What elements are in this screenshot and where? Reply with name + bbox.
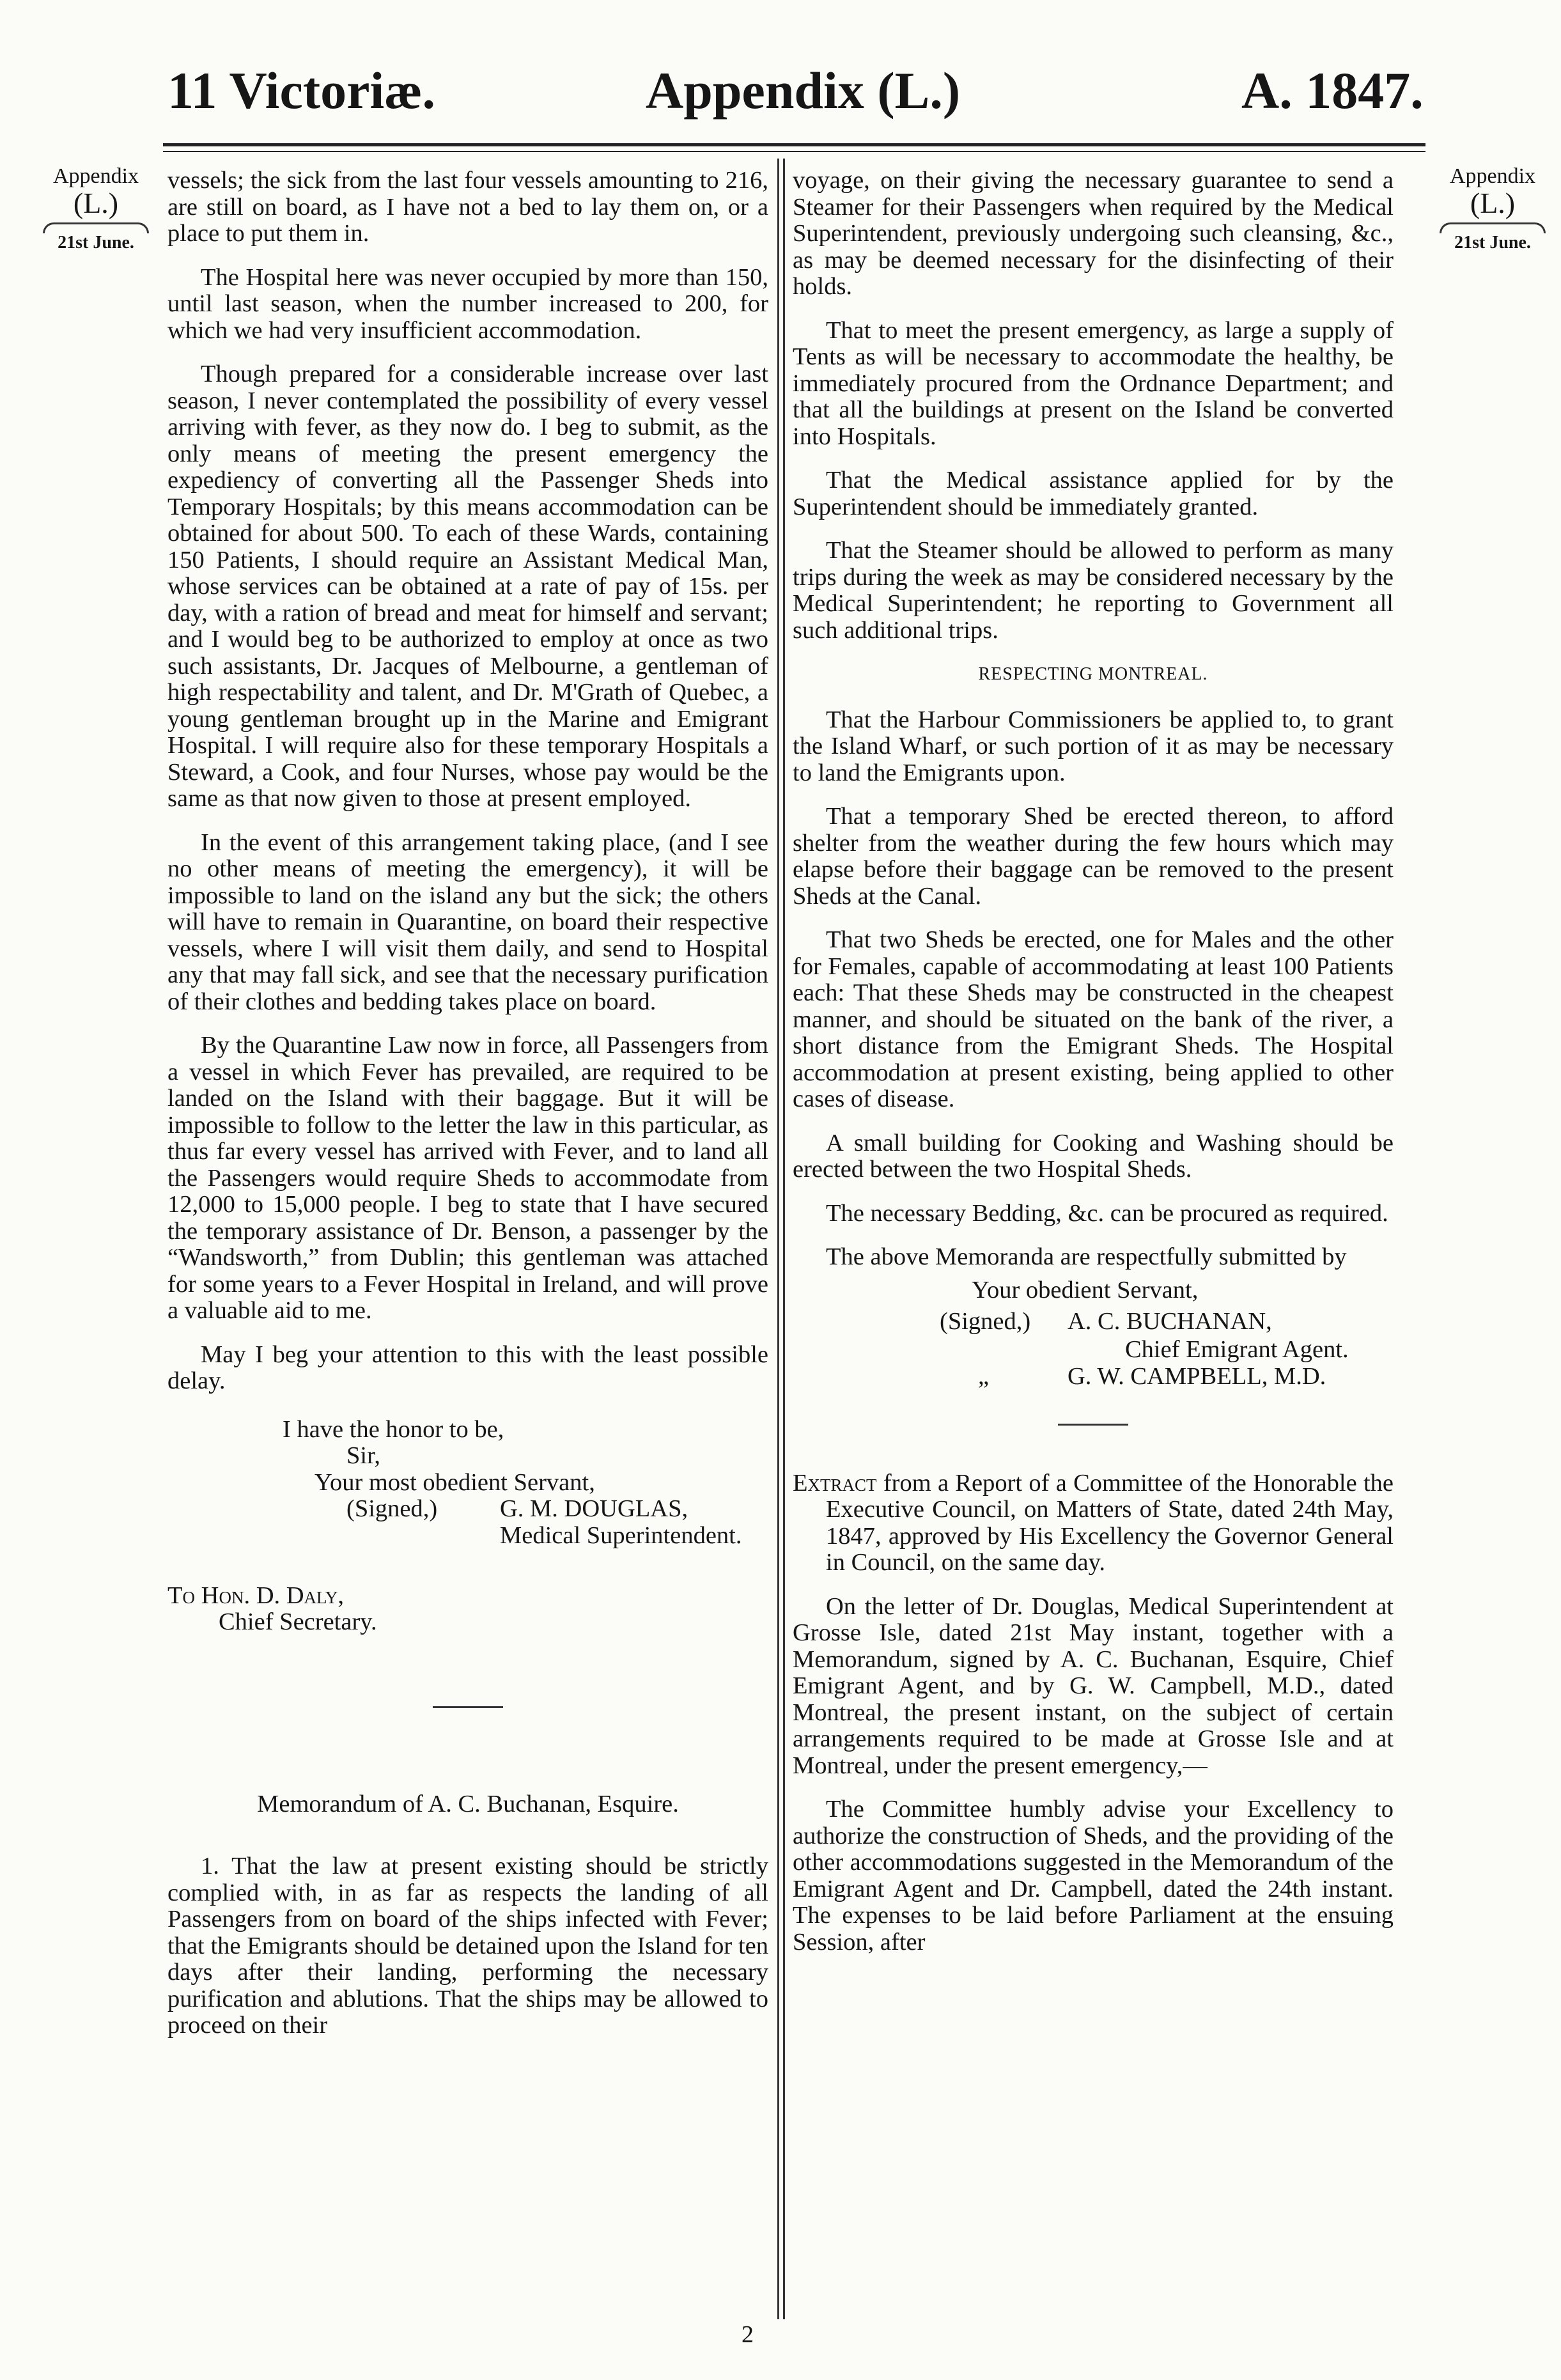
paragraph: 1. That the law at present existing should be strictly complied with, in as far as respects the landing of all Passengers from on board of the ships infected with Fever; that the Emigrants should be detained upon the Island for ten days after their landing, performing the necessary purification and ablutions. That the ships may be allowed to proceed on their <box>167 1853 768 2039</box>
paragraph: On the letter of Dr. Douglas, Medical Superintendent at Grosse Isle, dated 21st May instant, together with a Memorandum, signed by A. C. Buchanan, Esquire, Chief Emigrant Agent, and by G. W. Campbell, M.D., dated Montreal, the present instant, on the subject of certain arrangements required to be made at Grosse Isle and at Montreal, under the present emergency,— <box>793 1592 1394 1779</box>
paragraph: That the Harbour Commissioners be applied to, to grant the Island Wharf, or such portion of it as may be necessary to land the Emigrants upon. <box>793 706 1394 786</box>
addressee-line: Chief Secretary. <box>219 1608 377 1635</box>
margin-date: 21st June. <box>58 232 134 253</box>
paragraph: That the Steamer should be allowed to perform as many trips during the week as may be considered necessary by the Medical Superintendent; he reporting to Government all such additional trips. <box>793 537 1394 644</box>
extract-lead: Extract <box>793 1469 877 1497</box>
margin-note-right <box>1429 165 1557 252</box>
paragraph: In the event of this arrangement taking place, (and I see no other means of meeting the emergency), it will be impossible to land on the island any but the sick; the others will have to remain in Quarantine, on board their respective vessels, where I will visit them daily, and send to Hospital any that may fall sick, and see that the necessary purification of their clothes and bedding takes place on board. <box>167 828 768 1015</box>
closing-line: I have the honor to be, <box>283 1415 504 1443</box>
addressee-line: To Hon. D. Daly, <box>167 1582 344 1609</box>
ditto-mark: „ <box>978 1362 990 1390</box>
header-center: Appendix (L.) <box>646 61 961 120</box>
paragraph: That the Medical assistance applied for by the Superintendent should be immediately granted. <box>793 467 1394 520</box>
memo-signature <box>793 1277 1394 1392</box>
header-rule-thick <box>163 143 1425 146</box>
paragraph: The above Memoranda are respectfully submitted by <box>826 1243 1347 1270</box>
signed-label: (Signed,) <box>346 1495 438 1522</box>
header-right: A. 1847. <box>1241 61 1424 120</box>
extract-heading <box>793 1470 1394 1576</box>
paragraph: The necessary Bedding, &c. can be procured as required. <box>826 1199 1388 1227</box>
header-left: 11 Victoriæ. <box>167 61 436 120</box>
paragraph: voyage, on their giving the necessary guarantee to send a Steamer for their Passengers when required by the Medical Superintendent, previously undergoing such cleansing, &c., as may be deemed necessary for the disinfecting of their holds. <box>793 167 1394 300</box>
closing-line: Sir, <box>346 1442 381 1469</box>
margin-note-left <box>32 165 160 252</box>
column-divider <box>783 159 785 2319</box>
section-divider <box>433 1706 503 1708</box>
paragraph: By the Quarantine Law now in force, all Passengers from a vessel in which Fever has prevailed, are required to be landed on the Island with their baggage. But it will be impossible to follow to the letter the law in this particular, as thus far every vessel has arrived with Fever, and to land all the Passengers would require Sheds to accommodate from 12,000 to 15,000 people. I beg to state that I have secured the temporary assistance of Dr. Benson, a passenger by the “Wandsworth,” from Dublin; this gentleman was attached for some years to a Fever Hospital in Ireland, and will prove a valuable aid to me. <box>167 1032 768 1324</box>
paragraph: A small building for Cooking and Washing should be erected between the two Hospital Sheds. <box>793 1129 1394 1183</box>
closing-line: Your most obedient Servant, <box>315 1468 595 1496</box>
column-divider <box>777 159 779 2319</box>
margin-label: Appendix <box>1449 164 1536 188</box>
paragraph: The Committee humbly advise your Excellency to authorize the construction of Sheds, and the providing of the other accommodations suggested in the Memorandum of the Emigrant Agent and Dr. Campbell, dated the 24th instant. The expenses to be laid before Parliament at the ensuing Session, after <box>793 1796 1394 1956</box>
memo-title: Memorandum of A. C. Buchanan, Esquire. <box>257 1790 679 1817</box>
addressee <box>167 1583 768 1636</box>
signer-title: Chief Emigrant Agent. <box>1125 1336 1349 1363</box>
margin-letter: (L.) <box>73 186 119 219</box>
paragraph: Though prepared for a considerable increase over last season, I never contemplated the possibility of every vessel arriving with fever, as they now do. I beg to submit, as the only means of meeting the present emergency the expediency of converting all the Passenger Sheds into Temporary Hospitals; by this means accommodation can be obtained for about 500. To each of these Wards, containing 150 Patients, I should require an Assistant Medical Man, whose services can be obtained at a rate of pay of 15s. per day, with a ration of bread and meat for himself and servant; and I would beg to be authorized to employ at once as two such assistants, Dr. Jacques of Melbourne, a gentleman of high respectability and talent, and Dr. M'Grath of Quebec, a young gentleman brought up in the Marine and Emigrant Hospital. I will require also for these temporary Hospitals a Steward, a Cook, and four Nurses, whose pay would be the same as that now given to those at present employed. <box>167 361 768 812</box>
paragraph: The Hospital here was never occupied by more than 150, until last season, when the number increased to 200, for which we had very insufficient accommodation. <box>167 263 768 344</box>
paragraph: That two Sheds be erected, one for Males and the other for Females, capable of accommodating at least 100 Patients each: That these Sheds may be constructed in the cheapest manner, and should be situated on the bank of the river, a short distance from the Emigrant Sheds. The Hospital accommodation at present existing, being applied to other cases of disease. <box>793 926 1394 1112</box>
extract-text: from a Report of a Committee of the Honorable the Executive Council, on Matters of State, dated 24th May, 1847, approved by His Excellency the Governor General in Council, on the same day. <box>826 1469 1394 1576</box>
margin-date: 21st June. <box>1454 232 1531 253</box>
signer-title: Medical Superintendent. <box>500 1522 742 1549</box>
signer-name: G. W. CAMPBELL, M.D. <box>1068 1362 1326 1390</box>
brace-icon <box>1440 222 1546 233</box>
closing-line: Your obedient Servant, <box>972 1276 1199 1303</box>
paragraph: May I beg your attention to this with the least possible delay. <box>167 1341 768 1394</box>
left-column <box>167 167 768 2057</box>
letter-closing <box>167 1417 768 1550</box>
signed-label: (Signed,) <box>940 1308 1031 1335</box>
page-number: 2 <box>742 2321 754 2348</box>
paragraph: That to meet the present emergency, as large a supply of Tents as will be necessary to accommodate the healthy, be immediately procured from the Ordnance Department; and that all the buildings at present on the Island be converted into Hospitals. <box>793 316 1394 450</box>
margin-letter: (L.) <box>1470 186 1516 219</box>
brace-icon <box>43 222 149 233</box>
right-column <box>793 167 1394 1973</box>
signer-name: A. C. BUCHANAN, <box>1068 1308 1272 1335</box>
paragraph: vessels; the sick from the last four vessels amounting to 216, are still on board, as I have not a bed to lay them on, or a place to put them in. <box>167 167 768 247</box>
paragraph: That a temporary Shed be erected thereon, to afford shelter from the weather during the few hours which may elapse before their baggage can be removed to the present Sheds at the Canal. <box>793 803 1394 910</box>
signer-name: G. M. DOUGLAS, <box>500 1495 688 1522</box>
section-heading: RESPECTING MONTREAL. <box>978 664 1208 684</box>
header-rule-thin <box>163 151 1425 152</box>
margin-label: Appendix <box>52 164 139 188</box>
section-divider <box>1058 1424 1128 1426</box>
